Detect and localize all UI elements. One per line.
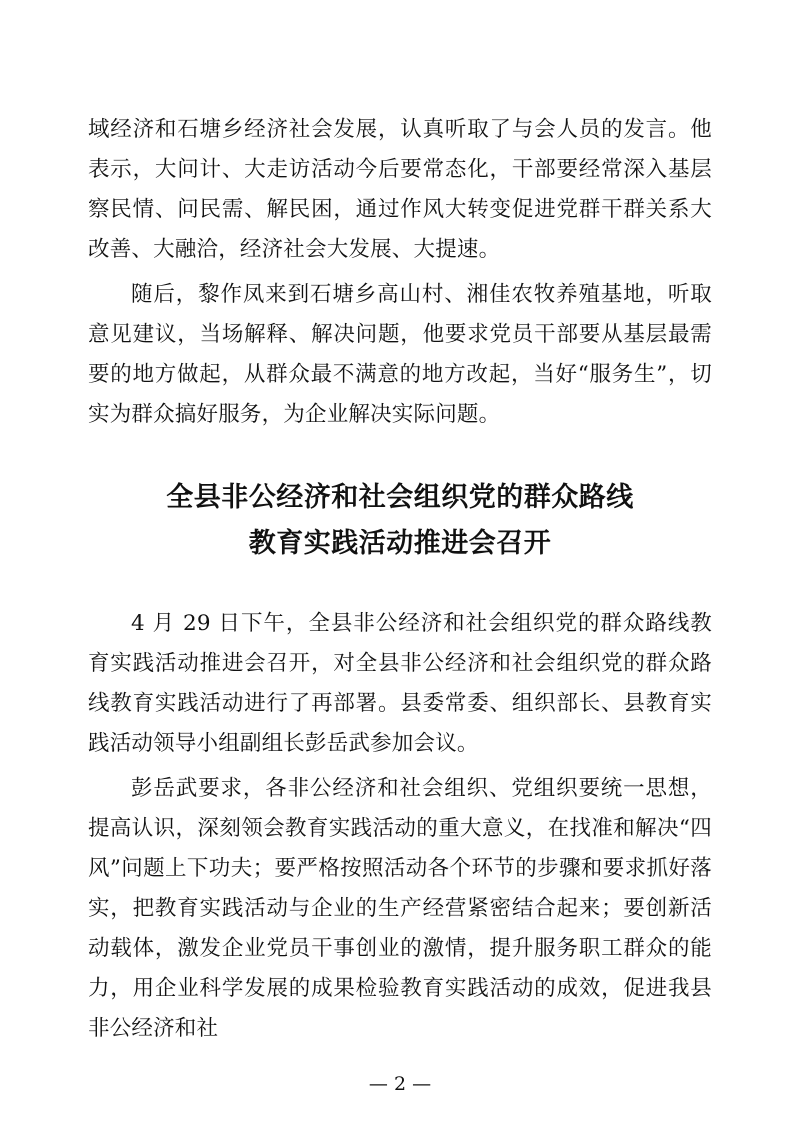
article-heading	[80, 475, 720, 567]
body-paragraph-continued: 域经济和石塘乡经济社会发展，认真听取了与会人员的发言。他表示，大问计、大走访活动今后要常态化，干部要经常深入基层察民情、问民需、解民困，通过作风大转变促进党群干群关系大改善、大融洽，经济社会大发展、大提速。	[88, 117, 712, 262]
body-paragraph: 4 月 29 日下午，全县非公经济和社会组织党的群众路线教育实践活动推进会召开，对全县非公经济和社会组织党的群众路线教育实践活动进行了再部署。县委常委、组织部长、县教育实践活动领导小组副组长彭岳武参加会议。	[88, 611, 712, 756]
heading-line-2: 教育实践活动推进会召开	[248, 528, 552, 559]
body-paragraph: 彭岳武要求，各非公经济和社会组织、党组织要统一思想，提高认识，深刻领会教育实践活动的重大意义，在找准和解决“四风”问题上下功夫；要严格按照活动各个环节的步骤和要求抓好落实，把教育实践活动与企业的生产经营紧密结合起来；要创新活动载体，激发企业党员干事创业的激情，提升服务职工群众的能力，用企业科学发展的成果检验教育实践活动的成效，促进我县非公经济和社	[88, 776, 712, 1041]
page-number: — 2 —	[368, 1073, 432, 1095]
body-paragraph: 随后，黎作凤来到石塘乡高山村、湘佳农牧养殖基地，听取意见建议，当场解释、解决问题，他要求党员干部要从基层最需要的地方做起，从群众最不满意的地方改起，当好“服务生”，切实为群众搞好服务，为企业解决实际问题。	[88, 282, 712, 427]
heading-line-1: 全县非公经济和社会组织党的群众路线	[166, 482, 634, 513]
